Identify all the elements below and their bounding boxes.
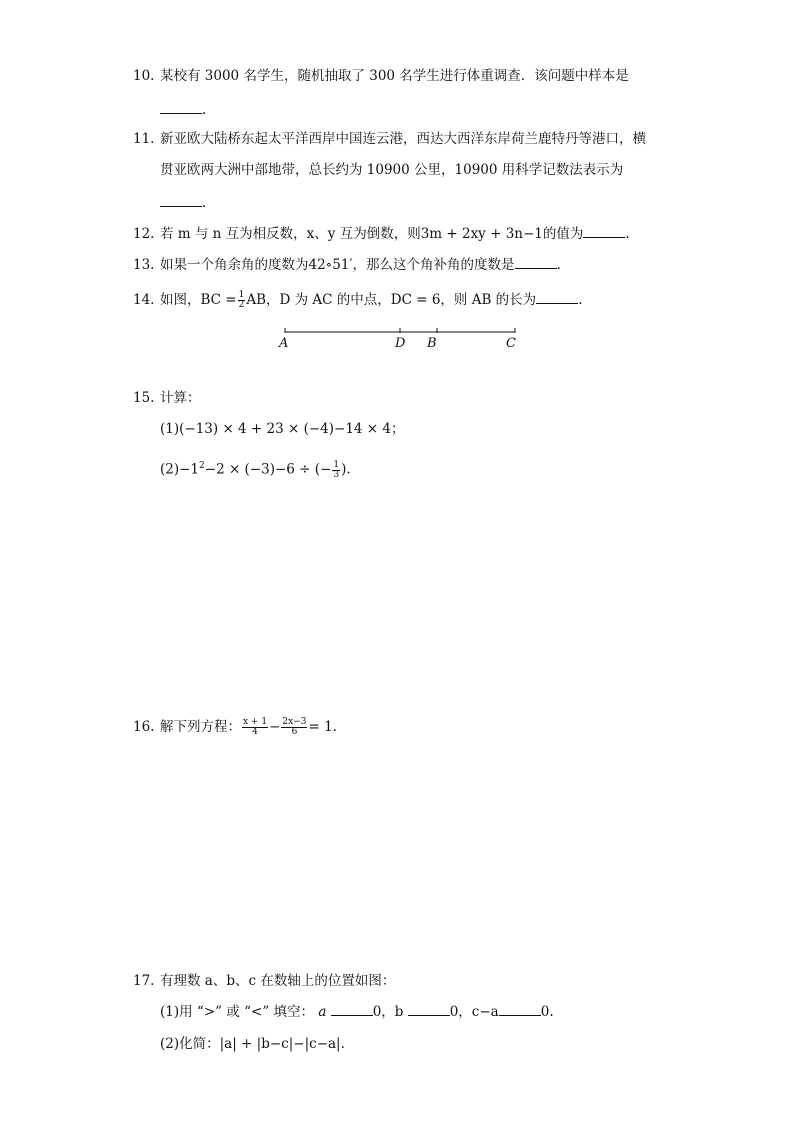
minus-sign: − bbox=[269, 719, 281, 735]
q13-line bbox=[160, 256, 561, 274]
q17-p1-pre: (1)用 “>” 或 “<” 填空： bbox=[160, 1004, 315, 1020]
q11-line1: 新亚欧大陆桥东起太平洋西岸中国连云港，西达大西洋东岸荷兰鹿特丹等港口，横 bbox=[160, 131, 646, 147]
q12-line bbox=[160, 225, 630, 243]
q14-period: . bbox=[578, 292, 583, 308]
fraction-numerator: 1 bbox=[333, 459, 340, 470]
fraction-denominator: 4 bbox=[252, 727, 258, 737]
q15-title: 计算： bbox=[160, 390, 201, 406]
q14-number: 14. bbox=[133, 292, 155, 308]
q10-number: 10. bbox=[133, 68, 155, 84]
label-d: D bbox=[395, 336, 406, 351]
var-a: a bbox=[318, 1004, 327, 1020]
q17-p1-b: 0，b bbox=[372, 1004, 404, 1020]
fraction bbox=[332, 461, 340, 480]
q11-number: 11. bbox=[133, 131, 155, 147]
q11-answer-line bbox=[160, 194, 206, 212]
q12-text: 若 m 与 n 互为相反数，x、y 互为倒数，则3m + 2xy + 3n−1的值为 bbox=[160, 226, 584, 242]
q16-post: = 1. bbox=[308, 719, 337, 735]
q11-period: . bbox=[202, 195, 207, 211]
answer-blank[interactable] bbox=[499, 1003, 541, 1016]
q15-p2-mid: −2 × (−3)−6 ÷ (− bbox=[204, 461, 332, 478]
q15-part2 bbox=[160, 457, 351, 480]
answer-blank[interactable] bbox=[536, 291, 578, 304]
exponent: 2 bbox=[199, 461, 205, 471]
segment-figure bbox=[278, 322, 523, 352]
fraction-denominator: 6 bbox=[291, 727, 298, 737]
fraction bbox=[242, 718, 268, 737]
q16-pre: 解下列方程： bbox=[160, 719, 241, 735]
q12-number: 12. bbox=[133, 226, 155, 242]
answer-blank[interactable] bbox=[160, 194, 202, 207]
answer-blank[interactable] bbox=[515, 256, 557, 269]
q13-number: 13. bbox=[133, 257, 155, 273]
q14-post: AB，D 为 AC 的中点，DC = 6，则 AB 的长为 bbox=[246, 292, 537, 308]
q17-p1-c: 0，c−a bbox=[449, 1004, 499, 1020]
answer-blank[interactable] bbox=[331, 1003, 373, 1016]
q14-line bbox=[160, 291, 582, 310]
q11-line2: 贯亚欧两大洲中部地带，总长约为 10900 公里，10900 用科学记数法表示为 bbox=[160, 162, 624, 178]
q16-line bbox=[160, 718, 337, 737]
q10-answer-line bbox=[160, 101, 206, 119]
answer-blank[interactable] bbox=[160, 101, 202, 114]
fraction-numerator: x + 1 bbox=[243, 717, 268, 727]
q17-number: 17. bbox=[133, 973, 155, 989]
fraction bbox=[238, 291, 246, 310]
fraction-numerator: 1 bbox=[238, 290, 245, 300]
q10-period: . bbox=[202, 102, 207, 118]
q13-text: 如果一个角余角的度数为42∘51′，那么这个角补角的度数是 bbox=[160, 257, 515, 273]
fraction-denominator: 2 bbox=[238, 300, 245, 310]
q17-p1-end: 0. bbox=[540, 1004, 554, 1020]
q17-part2: (2)化简：|a| + |b−c|−|c−a|. bbox=[160, 1036, 345, 1052]
q17-title: 有理数 a、b、c 在数轴上的位置如图： bbox=[160, 973, 396, 989]
fraction bbox=[281, 718, 307, 737]
q15-p2-post: ). bbox=[341, 461, 351, 478]
fraction-numerator: 2x−3 bbox=[282, 717, 307, 727]
label-b: B bbox=[427, 336, 437, 351]
q10-text: 某校有 3000 名学生，随机抽取了 300 名学生进行体重调查．该问题中样本是 bbox=[160, 68, 629, 84]
q16-number: 16. bbox=[133, 719, 155, 735]
answer-blank[interactable] bbox=[408, 1003, 450, 1016]
label-a: A bbox=[279, 336, 289, 351]
q17-part1 bbox=[160, 1003, 554, 1021]
answer-blank[interactable] bbox=[583, 225, 625, 238]
label-c: C bbox=[506, 336, 516, 351]
q14-pre: 如图，BC = bbox=[160, 292, 237, 308]
q15-p2-pre: (2)−1 bbox=[160, 461, 200, 478]
q12-period: . bbox=[625, 226, 630, 242]
fraction-denominator: 3 bbox=[333, 469, 340, 480]
q13-period: . bbox=[556, 257, 561, 273]
q15-part1: (1)(−13) × 4 + 23 × (−4)−14 × 4； bbox=[160, 421, 405, 437]
q15-number: 15. bbox=[133, 390, 155, 406]
